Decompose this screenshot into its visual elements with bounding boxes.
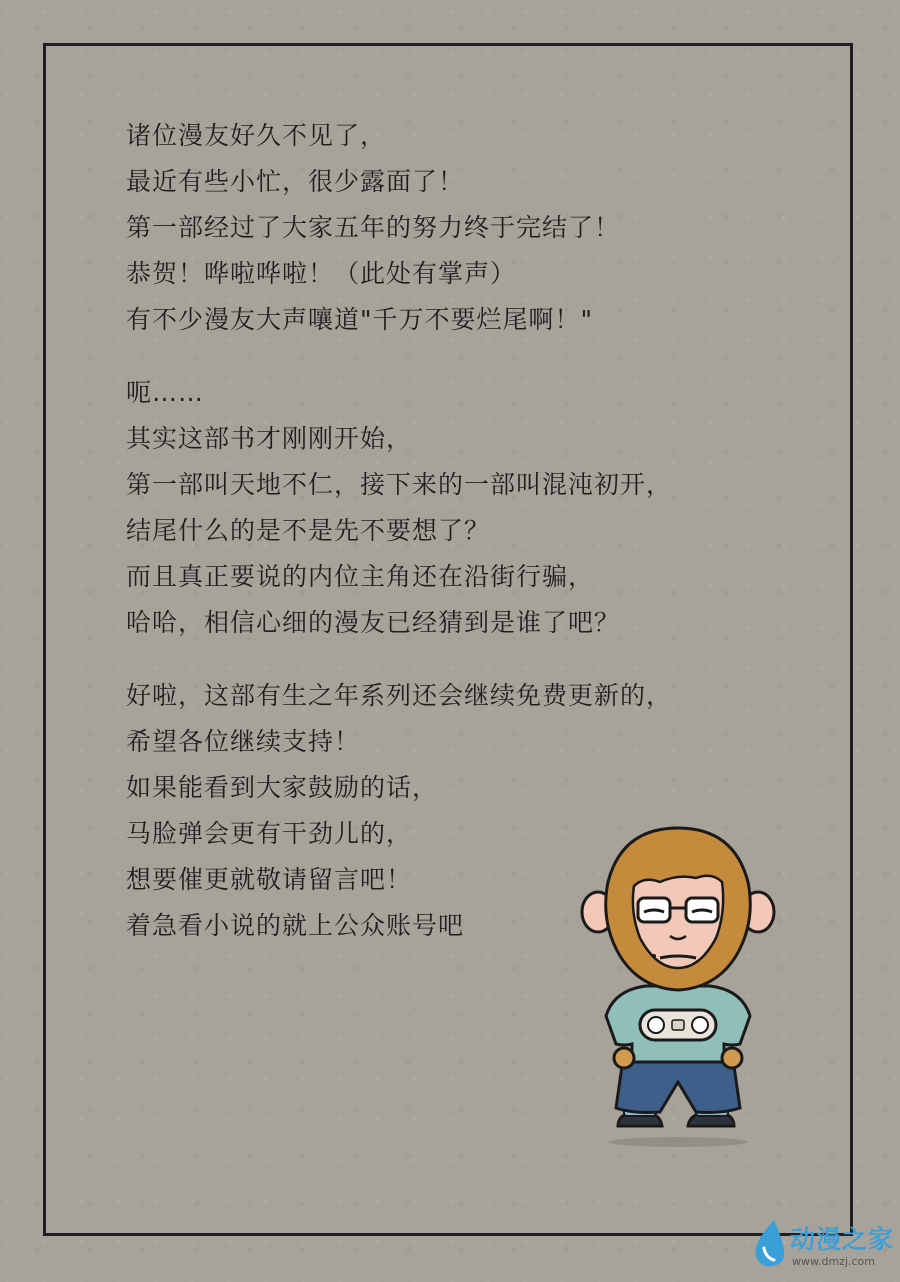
- letter-line: 其实这部书才刚刚开始，: [126, 424, 413, 453]
- droplet-logo-icon: [750, 1218, 790, 1270]
- letter-line: 最近有些小忙，很少露面了！: [126, 167, 465, 196]
- letter-line: 想要催更就敬请留言吧！: [126, 865, 413, 894]
- letter-line: 如果能看到大家鼓励的话，: [126, 773, 439, 802]
- paragraph-1: [126, 113, 726, 343]
- letter-line: 结尾什么的是不是先不要想了？: [126, 516, 491, 545]
- letter-line: 哈哈，相信心细的漫友已经猜到是谁了吧？: [126, 608, 621, 637]
- letter-line: 有不少漫友大声嚷道"千万不要烂尾啊！": [126, 305, 593, 334]
- site-watermark: [750, 1218, 895, 1274]
- letter-line: 而且真正要说的内位主角还在沿街行骗，: [126, 562, 595, 591]
- letter-line: 恭贺！哗啦哗啦！（此处有掌声）: [126, 259, 517, 288]
- letter-line: 好啦，这部有生之年系列还会继续免费更新的，: [126, 681, 673, 710]
- letter-line: 诸位漫友好久不见了，: [126, 121, 387, 150]
- paragraph-2: [126, 370, 726, 646]
- letter-line: 呃……: [126, 378, 205, 407]
- letter-line: 第一部经过了大家五年的努力终于完结了！: [126, 213, 621, 242]
- watermark-site-name: 动漫之家: [790, 1225, 895, 1254]
- letter-line: 马脸弹会更有干劲儿的，: [126, 819, 413, 848]
- letter-line: 希望各位继续支持！: [126, 727, 361, 756]
- watermark-url: www.dmzj.com: [792, 1255, 875, 1268]
- letter-line: 第一部叫天地不仁，接下来的一部叫混沌初开，: [126, 470, 673, 499]
- monkey-mascot-illustration: [578, 820, 778, 1150]
- letter-line: 着急看小说的就上公众账号吧: [126, 911, 465, 940]
